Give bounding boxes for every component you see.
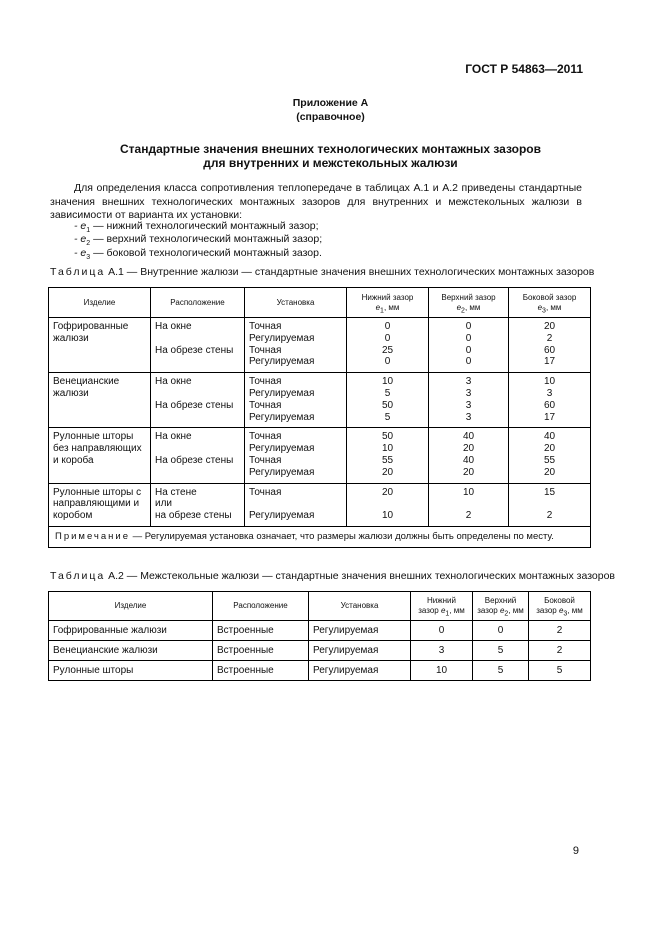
cell-e1: 3 — [411, 641, 473, 661]
header-symbol: e — [499, 606, 505, 615]
gap-definitions-list — [74, 220, 322, 260]
gap-description: — верхний технологический монтажный зазор; — [90, 233, 323, 246]
table-a1-caption — [50, 266, 594, 278]
gap-subscript: 3 — [86, 253, 91, 261]
header-text: зазор — [418, 606, 441, 615]
header-unit: , мм — [567, 606, 583, 615]
list-item — [74, 233, 322, 246]
cell-e3: 2 — [529, 641, 591, 661]
annex-title: Приложение А — [292, 97, 369, 109]
cell-e2: 0 0 0 0 — [429, 318, 509, 373]
caption-text: — Внутренние жалюзи — стандартные значения внешних технологических монтажных зазоров — [123, 266, 595, 278]
header-product: Изделие — [49, 592, 213, 621]
cell-product: Венецианские жалюзи — [49, 373, 151, 428]
cell-e1: 20 10 — [347, 483, 429, 526]
table-a2-caption — [50, 570, 615, 582]
header-bottom-gap — [347, 288, 429, 318]
header-subscript: 1 — [380, 307, 384, 315]
section-title — [0, 142, 661, 170]
caption-label: Таблица — [50, 570, 106, 582]
header-text: Нижний зазор — [361, 292, 414, 302]
standard-number: ГОСТ Р 54863—2011 — [465, 62, 583, 76]
cell-e3: 40 20 55 20 — [509, 428, 591, 483]
header-unit: , мм — [508, 606, 524, 615]
table-row — [49, 621, 591, 641]
table-row — [49, 428, 591, 483]
gap-symbol: - e — [74, 246, 87, 259]
cell-location: Встроенные — [213, 661, 309, 681]
cell-e2: 40 20 40 20 — [429, 428, 509, 483]
table-row — [49, 318, 591, 373]
cell-e2: 5 — [473, 661, 529, 681]
cell-install: Точная Регулируемая Точная Регулируемая — [245, 373, 347, 428]
header-unit: , мм — [464, 302, 481, 312]
cell-location: Встроенные — [213, 621, 309, 641]
gap-subscript: 1 — [86, 227, 91, 235]
intro-text: Для определения класса сопротивления теплопередаче в таблицах А.1 и А.2 приведены стандартные значения внешних технологических монтажных зазоров для внутренних и межстекольных жалюзи в зависимости от варианта их установки: — [50, 182, 582, 221]
header-location: Расположение — [151, 288, 245, 318]
cell-e3: 20 2 60 17 — [509, 318, 591, 373]
cell-e2: 10 2 — [429, 483, 509, 526]
cell-product: Гофрированные жалюзи — [49, 318, 151, 373]
table-row — [49, 373, 591, 428]
header-subscript: 3 — [542, 307, 546, 315]
section-title-line-2: для внутренних и межстекольных жалюзи — [203, 156, 458, 170]
gap-symbol: - e — [74, 220, 87, 232]
header-subscript: 2 — [461, 307, 465, 315]
cell-install: Регулируемая — [309, 661, 411, 681]
gap-symbol: - e — [74, 233, 87, 246]
header-subscript: 2 — [504, 610, 509, 618]
caption-label: Таблица — [50, 266, 106, 278]
cell-product: Рулонные шторы с направляющими и коробом — [49, 483, 151, 526]
header-symbol: e — [456, 302, 462, 312]
list-item — [74, 247, 322, 260]
table-header-row — [49, 288, 591, 318]
caption-number: А.1 — [105, 266, 124, 278]
table-note — [49, 526, 591, 547]
header-symbol: e — [558, 606, 564, 615]
table-row — [49, 661, 591, 681]
cell-install: Точная Регулируемая — [245, 483, 347, 526]
cell-product: Рулонные шторы без направляющих и короба — [49, 428, 151, 483]
section-title-line-1: Стандартные значения внешних технологических монтажных зазоров — [119, 142, 541, 156]
cell-e1: 50 10 55 20 — [347, 428, 429, 483]
header-unit: , мм — [545, 302, 562, 312]
annex-type: (справочное) — [296, 111, 365, 123]
table-note-row — [49, 526, 591, 547]
cell-location: На стене или на обрезе стены — [151, 483, 245, 526]
header-subscript: 1 — [445, 610, 450, 618]
header-symbol: e — [537, 302, 543, 312]
cell-e2: 5 — [473, 641, 529, 661]
note-text: — Регулируемая установка означает, что размеры жалюзи должны быть определены по месту. — [130, 530, 554, 542]
caption-text: — Межстекольные жалюзи — стандартные значения внешних технологических монтажных зазоров — [123, 570, 615, 582]
gap-description: — боковой технологический монтажный зазор. — [90, 246, 322, 259]
table-a1 — [48, 287, 591, 548]
header-install: Установка — [245, 288, 347, 318]
cell-e1: 0 0 25 0 — [347, 318, 429, 373]
header-location: Расположение — [213, 592, 309, 621]
cell-e3: 10 3 60 17 — [509, 373, 591, 428]
gap-description: — нижний технологический монтажный зазор; — [90, 220, 319, 232]
header-text: Верхний зазор — [441, 292, 496, 302]
header-side-gap — [529, 592, 591, 621]
header-top-gap — [473, 592, 529, 621]
header-unit: , мм — [383, 302, 400, 312]
header-text: Верхний — [484, 596, 517, 605]
gap-subscript: 2 — [86, 240, 91, 248]
header-subscript: 3 — [563, 610, 568, 618]
cell-location: На окне На обрезе стены — [151, 428, 245, 483]
header-unit: , мм — [449, 606, 465, 615]
header-symbol: e — [375, 302, 381, 312]
cell-install: Точная Регулируемая Точная Регулируемая — [245, 318, 347, 373]
cell-e3: 5 — [529, 661, 591, 681]
annex-heading — [0, 96, 661, 124]
cell-e3: 15 2 — [509, 483, 591, 526]
cell-e3: 2 — [529, 621, 591, 641]
header-bottom-gap — [411, 592, 473, 621]
page-number: 9 — [572, 845, 579, 857]
header-text: зазор — [477, 606, 500, 615]
cell-location: Встроенные — [213, 641, 309, 661]
table-header-row — [49, 592, 591, 621]
intro-paragraph — [50, 182, 582, 223]
table-a2 — [48, 591, 591, 681]
cell-location: На окне На обрезе стены — [151, 318, 245, 373]
cell-install: Регулируемая — [309, 621, 411, 641]
cell-product: Рулонные шторы — [49, 661, 213, 681]
caption-number: А.2 — [105, 570, 124, 582]
cell-e2: 0 — [473, 621, 529, 641]
cell-install: Точная Регулируемая Точная Регулируемая — [245, 428, 347, 483]
cell-e1: 10 — [411, 661, 473, 681]
table-row — [49, 641, 591, 661]
cell-product: Гофрированные жалюзи — [49, 621, 213, 641]
cell-product: Венецианские жалюзи — [49, 641, 213, 661]
cell-e1: 10 5 50 5 — [347, 373, 429, 428]
header-product: Изделие — [49, 288, 151, 318]
header-text: зазор — [536, 606, 559, 615]
cell-e1: 0 — [411, 621, 473, 641]
cell-e2: 3 3 3 3 — [429, 373, 509, 428]
table-row — [49, 483, 591, 526]
header-side-gap — [509, 288, 591, 318]
note-label: Примечание — [55, 530, 130, 542]
header-text: Нижний — [427, 596, 456, 605]
list-item — [74, 220, 322, 233]
cell-location: На окне На обрезе стены — [151, 373, 245, 428]
header-top-gap — [429, 288, 509, 318]
header-text: Боковой зазор — [522, 292, 577, 302]
cell-install: Регулируемая — [309, 641, 411, 661]
header-symbol: e — [440, 606, 446, 615]
header-text: Боковой — [544, 596, 575, 605]
header-install: Установка — [309, 592, 411, 621]
